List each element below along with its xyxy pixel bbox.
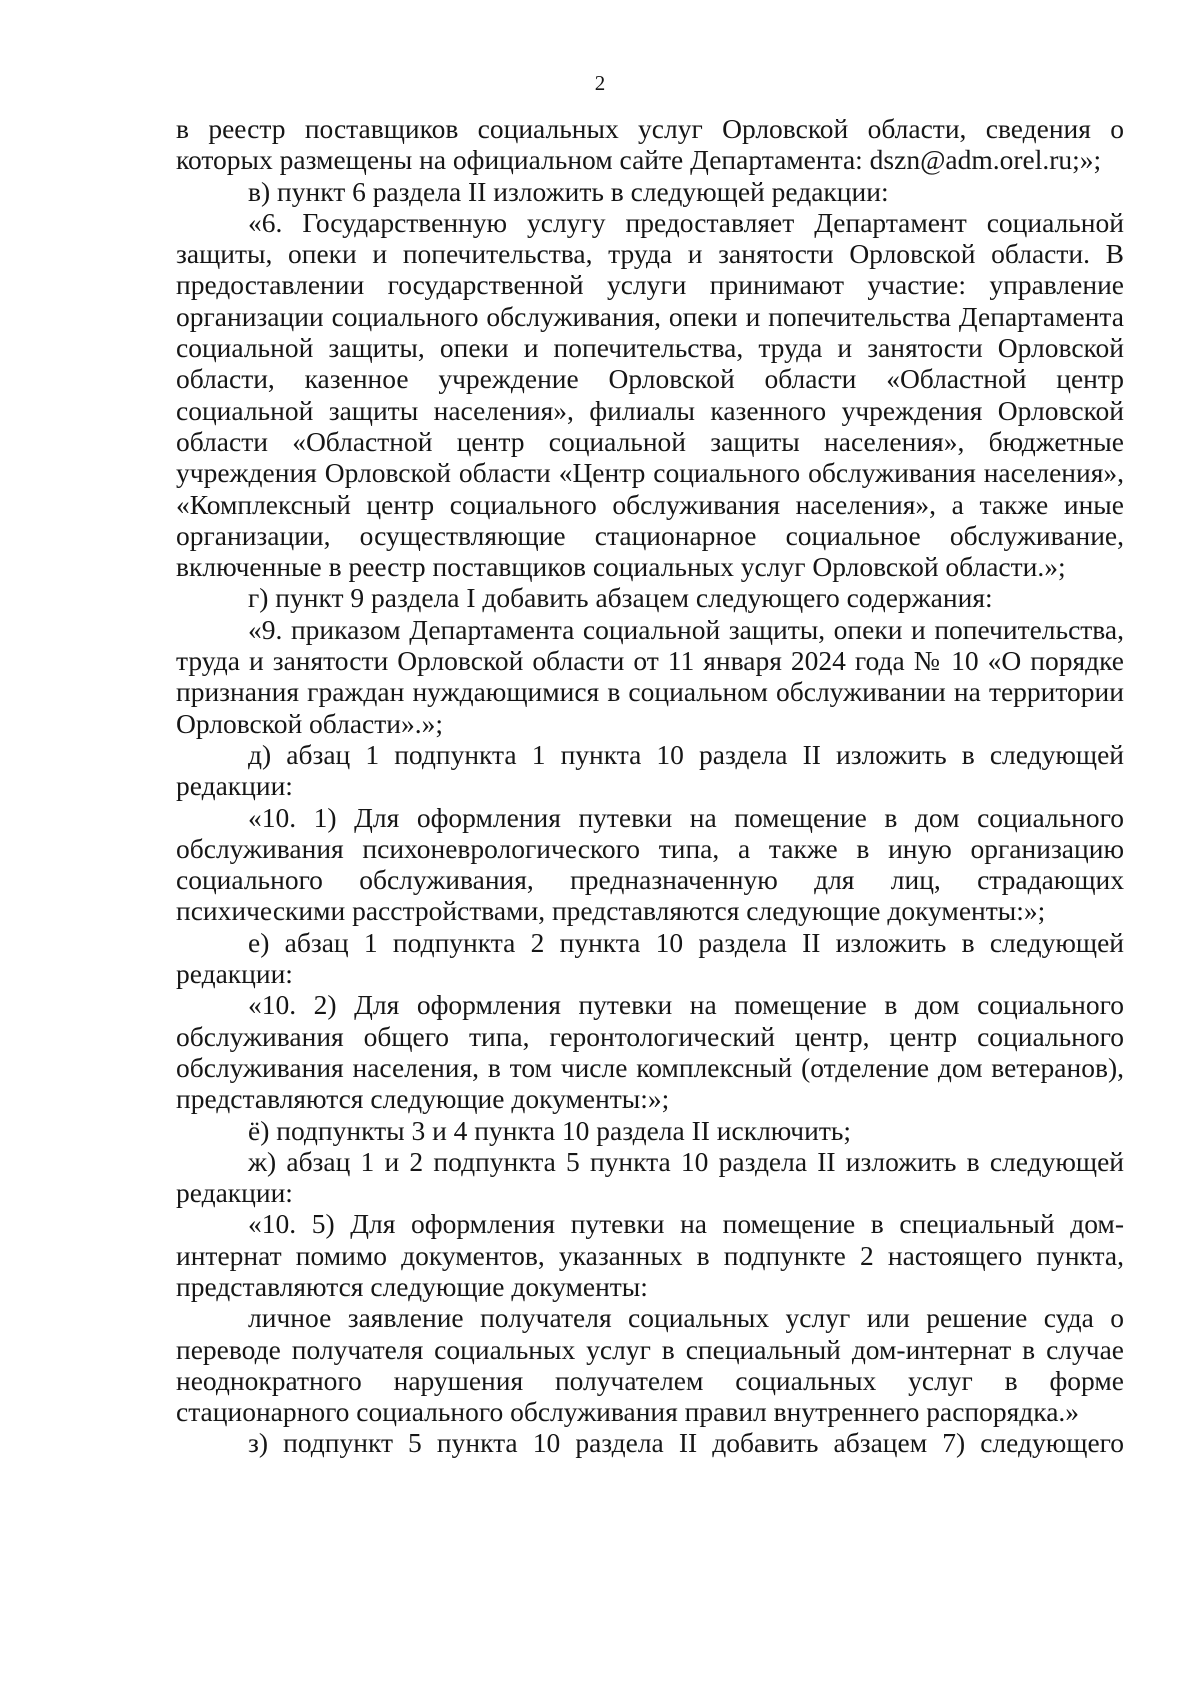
paragraph-point-10-2: «10. 2) Для оформления путевки на помещение в дом социального обслуживания общего типа, геронтологический центр, центр социального обслуживания населения, в том числе комплексный (отделение дом ветеранов), представляются следующие документы:»; [176, 989, 1124, 1115]
paragraph-point-9: «9. приказом Департамента социальной защиты, опеки и попечительства, труда и занятости Орловской области от 11 января 2024 года № 10 «О порядке признания граждан нуждающимися в социальном обслуживании на территории Орловской области».»; [176, 613, 1124, 739]
paragraph-item-g: г) пункт 9 раздела I добавить абзацем следующего содержания: [248, 582, 993, 614]
paragraph-item-d: д) абзац 1 подпункта 1 пункта 10 раздела II изложить в следующей редакции: [176, 738, 1124, 802]
paragraph-item-yo: ё) подпункты 3 и 4 пункта 10 раздела II исключить; [248, 1114, 852, 1146]
paragraph-point-6: «6. Государственную услугу предоставляет Департамент социальной защиты, опеки и попечительства, труда и занятости Орловской области. В предоставлении государственной услуги принимают участие: управление организации социального обслуживания, опеки и попечительства Департамента социальной защиты, опеки и попечительства, труда и занятости Орловской области, казенное учреждение Орловской области «Областной центр социальной защиты населения», филиалы казенного учреждения Орловской области «Областной центр социальной защиты населения», бюджетные учреждения Орловской области «Центр социального обслуживания населения», «Комплексный центр социального обслуживания населения», а также иные организации, осуществляющие стационарное социальное обслуживание, включенные в реестр поставщиков социальных услуг Орловской области.»; [176, 206, 1124, 583]
paragraph-item-e: е) абзац 1 подпункта 2 пункта 10 раздела II изложить в следующей редакции: [176, 926, 1124, 990]
paragraph-point-10-1: «10. 1) Для оформления путевки на помещение в дом социального обслуживания психоневрологического типа, а также в иную организацию социального обслуживания, предназначенную для лиц, страдающих психическими расстройствами, представляются следующие документы:»; [176, 801, 1124, 927]
paragraph-item-z: з) подпункт 5 пункта 10 раздела II добавить абзацем 7) следующего [248, 1427, 1124, 1459]
paragraph-item-v: в) пункт 6 раздела II изложить в следующей редакции: [248, 175, 889, 207]
paragraph-point-10-5: «10. 5) Для оформления путевки на помещение в специальный дом-интернат помимо документов, указанных в подпункте 2 настоящего пункта, представляются следующие документы: [176, 1208, 1124, 1302]
paragraph-registry-continuation: в реестр поставщиков социальных услуг Орловской области, сведения о которых размещены на официальном сайте Департамента: dszn@adm.orel.ru;»; [176, 113, 1124, 176]
document-body [176, 113, 1124, 1459]
page-number: 2 [594, 71, 606, 95]
paragraph-personal-statement: личное заявление получателя социальных услуг или решение суда о переводе получателя социальных услуг в специальный дом-интернат в случае неоднократного нарушения получателем социальных услуг в форме стационарного социального обслуживания правил внутреннего распорядка.» [176, 1302, 1124, 1428]
paragraph-item-zh: ж) абзац 1 и 2 подпункта 5 пункта 10 раздела II изложить в следующей редакции: [176, 1145, 1124, 1209]
